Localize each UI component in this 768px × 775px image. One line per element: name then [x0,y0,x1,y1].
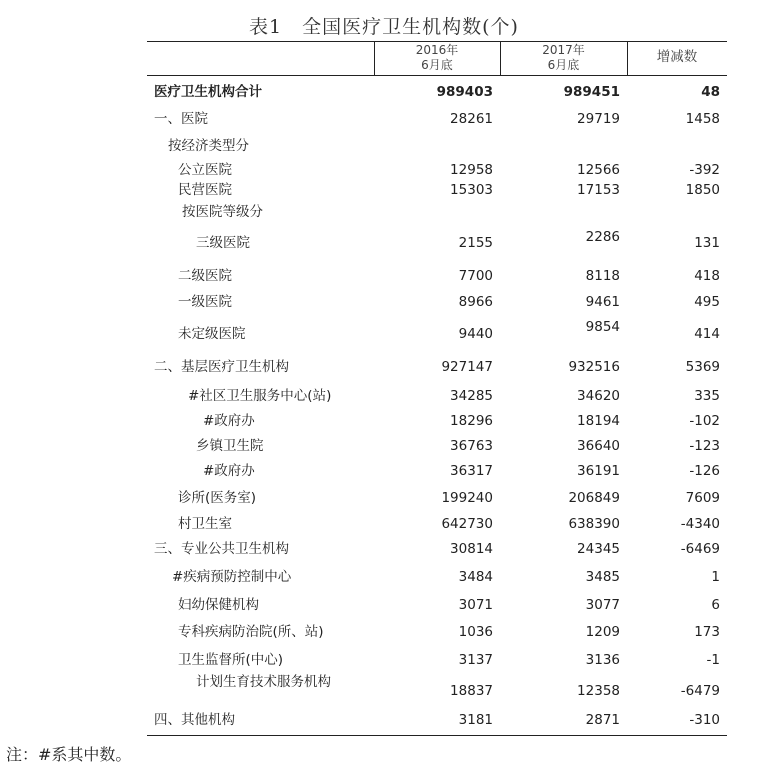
value-2017-cell: 1209 [585,624,620,640]
value-2016-cell: 2155 [458,235,493,251]
value-2017-cell: 3136 [585,652,620,668]
header-2017-year: 2017年 [542,43,585,57]
value-2016-cell: 927147 [441,359,493,375]
row-label: 医疗卫生机构合计 [154,84,262,100]
value-2017-cell: 34620 [577,388,620,404]
header-rule [147,75,727,76]
value-2017-cell: 932516 [568,359,620,375]
change-cell: 495 [694,294,720,310]
bottom-rule [147,735,727,736]
value-2017-cell: 638390 [568,516,620,532]
value-2017-cell: 12358 [577,683,620,699]
row-label: 妇幼保健机构 [178,597,259,613]
change-cell: -4340 [680,516,720,532]
row-label: 村卫生室 [178,516,232,532]
change-cell: 1 [711,569,720,585]
change-cell: -1 [706,652,720,668]
value-2016-cell: 34285 [450,388,493,404]
value-2016-cell: 30814 [450,541,493,557]
top-rule [147,41,727,42]
row-label: 民营医院 [178,182,232,198]
header-2017 [500,43,627,73]
value-2016-cell: 642730 [441,516,493,532]
row-label: #社区卫生服务中心(站) [188,388,332,404]
row-label: 卫生监督所(中心) [178,652,284,668]
change-cell: -126 [689,463,720,479]
row-label: #疾病预防控制中心 [172,569,292,585]
header-2016-year: 2016年 [415,43,459,57]
change-cell: 131 [694,235,720,251]
row-label: 计划生育技术服务机构 [196,674,331,690]
value-2017-cell: 12566 [577,162,620,178]
change-cell: 48 [701,84,720,100]
row-label: 三级医院 [196,235,250,251]
row-label: 二、基层医疗卫生机构 [154,359,289,375]
row-label: 专科疾病防治院(所、站) [178,624,324,640]
value-2016-cell: 18837 [450,683,493,699]
change-cell: 5369 [685,359,720,375]
value-2016-cell: 3181 [458,712,493,728]
footnote: 注：#系其中数。 [6,745,132,764]
row-label: 按经济类型分 [168,138,249,154]
change-cell: -6479 [680,683,720,699]
value-2016-cell: 36317 [450,463,493,479]
change-cell: 1850 [685,182,720,198]
row-label: #政府办 [203,463,255,479]
value-2017-cell: 36191 [577,463,620,479]
header-change: 增减数 [656,49,698,65]
change-cell: 418 [694,268,720,284]
row-label: 按医院等级分 [182,204,263,220]
value-2017-cell: 29719 [577,111,620,127]
value-2016-cell: 36763 [450,438,493,454]
change-cell: -123 [689,438,720,454]
value-2017-cell: 9854 [585,319,620,335]
table-title: 表1 全国医疗卫生机构数(个) [249,16,519,38]
value-2016-cell: 989403 [436,84,493,100]
value-2017-cell: 36640 [577,438,620,454]
value-2016-cell: 8966 [458,294,493,310]
value-2017-cell: 3077 [585,597,620,613]
header-2017-month: 6月底 [547,58,580,72]
row-label: 诊所(医务室) [178,490,257,506]
value-2016-cell: 28261 [450,111,493,127]
value-2016-cell: 7700 [458,268,493,284]
change-cell: 414 [694,326,720,342]
value-2016-cell: 3071 [458,597,493,613]
row-label: 乡镇卫生院 [196,438,264,454]
change-cell: -6469 [680,541,720,557]
value-2016-cell: 18296 [450,413,493,429]
header-2016-month: 6月底 [421,58,453,72]
row-label: #政府办 [203,413,255,429]
row-label: 三、专业公共卫生机构 [154,541,289,557]
value-2017-cell: 206849 [568,490,620,506]
row-label: 四、其他机构 [154,712,235,728]
change-cell: 7609 [685,490,720,506]
change-cell: 1458 [685,111,720,127]
change-cell: 335 [694,388,720,404]
change-cell: 6 [711,597,720,613]
row-label: 一级医院 [178,294,232,310]
change-cell: 173 [694,624,720,640]
change-cell: -310 [689,712,720,728]
value-2017-cell: 17153 [577,182,620,198]
row-label: 一、医院 [154,111,208,127]
value-2016-cell: 9440 [458,326,493,342]
header-2016 [374,43,500,73]
value-2017-cell: 3485 [585,569,620,585]
value-2017-cell: 24345 [577,541,620,557]
value-2017-cell: 18194 [577,413,620,429]
value-2016-cell: 3137 [458,652,493,668]
change-cell: -392 [689,162,720,178]
value-2017-cell: 989451 [563,84,620,100]
value-2016-cell: 199240 [441,490,493,506]
value-2017-cell: 2871 [585,712,620,728]
row-label: 公立医院 [178,162,232,178]
change-cell: -102 [689,413,720,429]
value-2016-cell: 15303 [450,182,493,198]
value-2017-cell: 9461 [585,294,620,310]
row-label: 二级医院 [178,268,232,284]
row-label: 未定级医院 [178,326,246,342]
value-2016-cell: 12958 [450,162,493,178]
value-2017-cell: 8118 [585,268,620,284]
value-2016-cell: 3484 [458,569,493,585]
value-2016-cell: 1036 [458,624,493,640]
value-2017-cell: 2286 [585,229,620,245]
